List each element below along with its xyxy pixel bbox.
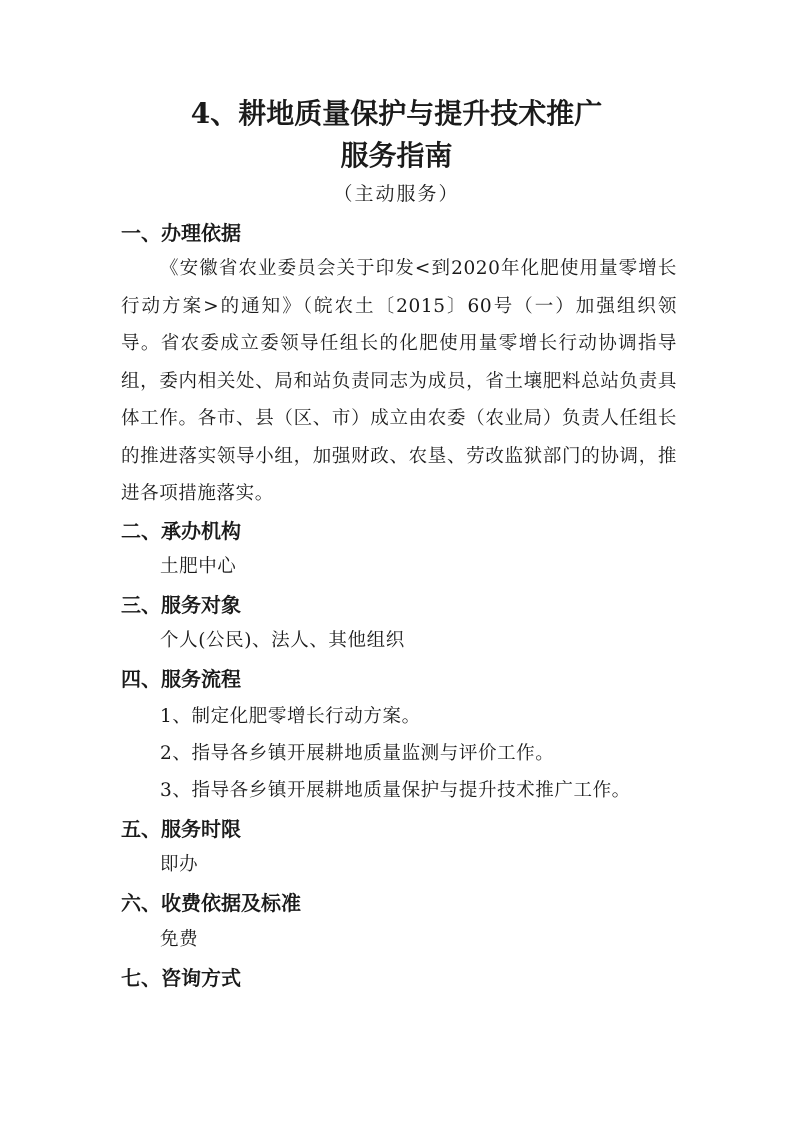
section-line-process-3: 3、指导各乡镇开展耕地质量保护与提升技术推广工作。 (160, 780, 631, 801)
document-title-line1: 4、耕地质量保护与提升技术推广 (190, 97, 603, 130)
section-heading-target: 三、服务对象 (121, 593, 241, 617)
section-heading-fee: 六、收费依据及标准 (121, 891, 301, 915)
section-heading-timelimit: 五、服务时限 (121, 817, 241, 841)
section-heading-process: 四、服务流程 (121, 667, 241, 691)
section-heading-agency: 二、承办机构 (121, 519, 241, 543)
section-line-target: 个人(公民)、法人、其他组织 (160, 630, 405, 651)
section-line-fee: 免费 (160, 929, 199, 950)
section-line-process-1: 1、制定化肥零增长行动方案。 (160, 706, 421, 727)
document-title-line2: 服务指南 (340, 139, 453, 172)
section-body-basis: 《安徽省农业委员会关于印发<到2020年化肥使用量零增长行动方案>的通知》（皖农土〔2015〕60号（一）加强组织领导。省农委成立委领导任组长的化肥使用量零增长行动协调指导组，委内相关处、局和站负责同志为成员，省土壤肥料总站负责具体工作。各市、县（区、市）成立由农委（农业局）负责人任组长的推进落实领导小组，加强财政、农垦、劳改监狱部门的协调，推进各项措施落实。 (121, 258, 677, 504)
section-line-timelimit: 即办 (160, 854, 199, 875)
section-heading-consult: 七、咨询方式 (121, 966, 241, 990)
section-heading-basis: 一、办理依据 (121, 221, 241, 245)
section-line-agency: 土肥中心 (160, 556, 237, 577)
section-line-process-2: 2、指导各乡镇开展耕地质量监测与评价工作。 (160, 743, 555, 764)
document-subtitle: （主动服务） (333, 183, 460, 205)
